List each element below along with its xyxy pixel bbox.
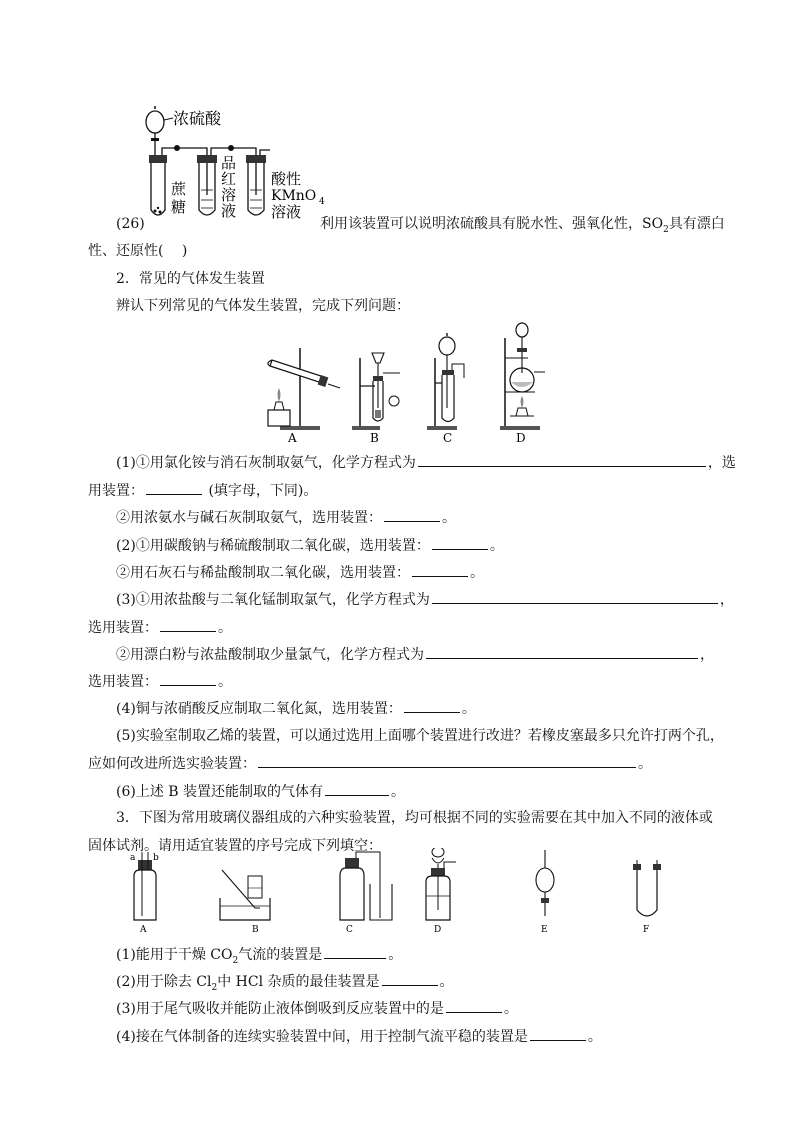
q1b-blank[interactable] bbox=[384, 507, 440, 522]
device-b bbox=[220, 870, 270, 920]
s3-q1-text-a: (1)能用于干燥 CO bbox=[116, 947, 233, 963]
q2b-blank[interactable] bbox=[412, 562, 468, 577]
device-f bbox=[633, 860, 661, 916]
s3-q2 bbox=[116, 971, 454, 998]
s3-q2-text-a: (2)用于除去 Cl bbox=[116, 974, 212, 990]
q26-line2 bbox=[88, 241, 187, 261]
s3-q4-end: 。 bbox=[587, 1029, 602, 1045]
device-c bbox=[340, 852, 392, 920]
s3-q2-blank[interactable] bbox=[382, 971, 438, 986]
q3a-select-text: 选用装置： bbox=[88, 620, 158, 636]
s3-q1-blank[interactable] bbox=[324, 944, 386, 959]
q1b-text: ②用浓氨水与碱石灰制取氨气，选用装置： bbox=[116, 510, 382, 526]
s3-q1-end: 。 bbox=[388, 947, 403, 963]
s3-q1 bbox=[116, 944, 402, 971]
label-sugar-2: 糖 bbox=[171, 198, 187, 216]
label-sugar-1: 蔗 bbox=[171, 180, 187, 198]
q3-line1 bbox=[116, 589, 734, 610]
q26-number: (26) bbox=[116, 216, 145, 232]
q6-text: (6)上述 B 装置还能制取的气体有 bbox=[116, 784, 324, 800]
s3-q4-blank[interactable] bbox=[530, 1026, 586, 1041]
q1-blank-device[interactable] bbox=[146, 480, 202, 495]
section3-intro-2: 固体试剂。请用适宜装置的序号完成下列填空： bbox=[88, 838, 382, 854]
q3a-blank-device[interactable] bbox=[160, 617, 216, 632]
q26-line1 bbox=[116, 214, 145, 234]
s3-q1-text-b: 气流的装置是 bbox=[238, 947, 323, 963]
s3-q3-blank[interactable] bbox=[446, 998, 502, 1013]
q3b-text: ②用漂白粉与浓盐酸制取少量氯气，化学方程式为 bbox=[116, 647, 424, 663]
q1-line3 bbox=[116, 507, 456, 528]
q3b-blank-equation[interactable] bbox=[426, 644, 698, 659]
q26-text-a: 利用该装置可以说明浓硫酸具有脱水性、强氧化性，SO bbox=[320, 216, 664, 232]
q2b-end: 。 bbox=[470, 565, 484, 581]
label-d: D bbox=[434, 925, 442, 935]
device-a bbox=[130, 852, 159, 920]
q3a-text: (3)①用浓盐酸与二氧化锰制取氯气，化学方程式为 bbox=[116, 592, 430, 608]
q3-line3 bbox=[116, 644, 714, 665]
q2-line2 bbox=[116, 562, 484, 583]
label-pinhong-3: 溶 bbox=[221, 186, 237, 204]
s3-q1-sub: 2 bbox=[232, 955, 239, 966]
q3a-end: ， bbox=[719, 592, 734, 608]
section3-intro-1: 3．下图为常用玻璃仪器组成的六种实验装置，均可根据不同的实验需要在其中加入不同的液体或 bbox=[116, 810, 713, 826]
s3-q2-end: 。 bbox=[439, 974, 454, 990]
label-kmno-sub: 4 bbox=[319, 197, 325, 207]
q26-text-c: 性、还原性( ) bbox=[88, 243, 188, 259]
label-e: E bbox=[541, 925, 548, 935]
q1-end: ，选 bbox=[707, 455, 736, 471]
label-conc-sulfuric: 浓硫酸 bbox=[173, 109, 222, 128]
q3-line4 bbox=[88, 671, 232, 692]
label-kmno: KMnO bbox=[271, 188, 317, 204]
q1-text: (1)①用氯化铵与消石灰制取氨气，化学方程式为 bbox=[116, 455, 416, 471]
apparatus-a bbox=[268, 348, 340, 430]
q26-sub: 2 bbox=[663, 224, 669, 235]
q4-text: (4)铜与浓硝酸反应制取二氧化氮，选用装置： bbox=[116, 701, 402, 717]
label-a: A bbox=[140, 925, 147, 935]
label-c: C bbox=[443, 431, 453, 445]
label-b: B bbox=[370, 431, 379, 445]
q2a-text: (2)①用碳酸钠与稀硫酸制取二氧化碳，选用装置： bbox=[116, 538, 430, 554]
q4-line bbox=[116, 698, 476, 719]
q2a-end: 。 bbox=[489, 538, 504, 554]
q2a-blank[interactable] bbox=[432, 535, 488, 550]
q1-select-end: (填字母，下同)。 bbox=[208, 483, 318, 499]
label-solution: 溶液 bbox=[271, 203, 302, 221]
s3-q2-text-b: 中 HCl 杂质的最佳装置是 bbox=[217, 974, 380, 990]
label-f: F bbox=[643, 925, 650, 935]
q5-end: 。 bbox=[638, 756, 652, 772]
q1b-end: 。 bbox=[442, 510, 456, 526]
q3a-blank-equation[interactable] bbox=[432, 589, 718, 604]
q5-line1: (5)实验室制取乙烯的装置，可以通过选用上面哪个装置进行改进？若橡皮塞最多只允许打两个孔， bbox=[116, 728, 724, 744]
q3b-blank-device[interactable] bbox=[160, 671, 216, 686]
apparatus-26-figure bbox=[135, 100, 335, 225]
q1-line2 bbox=[88, 480, 317, 501]
label-acidic: 酸性 bbox=[271, 170, 302, 188]
label-pinhong-1: 品 bbox=[221, 154, 237, 172]
s3-q3-end: 。 bbox=[503, 1001, 518, 1017]
q3b-select-end: 。 bbox=[218, 674, 232, 690]
section2-title: 2．常见的气体发生装置 bbox=[116, 271, 265, 287]
apparatus-b bbox=[352, 353, 400, 430]
q1-line1 bbox=[116, 452, 736, 473]
q1-blank-equation[interactable] bbox=[418, 452, 706, 467]
glassware-figure bbox=[120, 848, 680, 936]
q3b-select-text: 选用装置： bbox=[88, 674, 158, 690]
q1-select-text: 用装置： bbox=[88, 483, 144, 499]
q6-blank[interactable] bbox=[325, 781, 389, 796]
label-c: C bbox=[346, 925, 353, 935]
q2-line1 bbox=[116, 535, 504, 556]
q3a-select-end: 。 bbox=[218, 620, 232, 636]
label-a: A bbox=[288, 431, 297, 445]
s3-q3 bbox=[116, 998, 518, 1019]
gas-generator-figure bbox=[260, 318, 550, 446]
q26-line1b bbox=[320, 214, 725, 240]
port-b-label: b bbox=[153, 853, 159, 863]
q6-end: 。 bbox=[391, 784, 406, 800]
q3-line2 bbox=[88, 617, 232, 638]
q2b-text: ②用石灰石与稀盐酸制取二氧化碳，选用装置： bbox=[116, 565, 410, 581]
port-a-label: a bbox=[130, 853, 136, 863]
label-pinhong-4: 液 bbox=[221, 202, 237, 220]
q5-blank[interactable] bbox=[258, 753, 636, 768]
device-d bbox=[426, 848, 456, 920]
q3b-end: ， bbox=[700, 647, 714, 663]
device-e bbox=[536, 850, 554, 916]
apparatus-d bbox=[500, 323, 545, 430]
q5-line2 bbox=[88, 753, 652, 774]
s3-q3-text: (3)用于尾气吸收并能防止液体倒吸到反应装置中的是 bbox=[116, 1001, 444, 1017]
q4-blank[interactable] bbox=[404, 698, 460, 713]
q6-line bbox=[116, 781, 405, 802]
label-pinhong-2: 红 bbox=[221, 170, 237, 188]
q4-end: 。 bbox=[461, 701, 476, 717]
label-b: B bbox=[252, 925, 259, 935]
apparatus-c bbox=[427, 333, 464, 430]
label-d: D bbox=[516, 431, 526, 445]
q5-text: 应如何改进所选实验装置： bbox=[88, 756, 256, 772]
s3-q4-text: (4)接在气体制备的连续实验装置中间，用于控制气流平稳的装置是 bbox=[116, 1029, 528, 1045]
s3-q4 bbox=[116, 1026, 602, 1047]
s3-q2-sub: 2 bbox=[211, 982, 218, 993]
q26-text-b: 具有漂白 bbox=[668, 216, 725, 232]
section2-intro: 辨认下列常见的气体发生装置，完成下列问题： bbox=[116, 298, 410, 314]
